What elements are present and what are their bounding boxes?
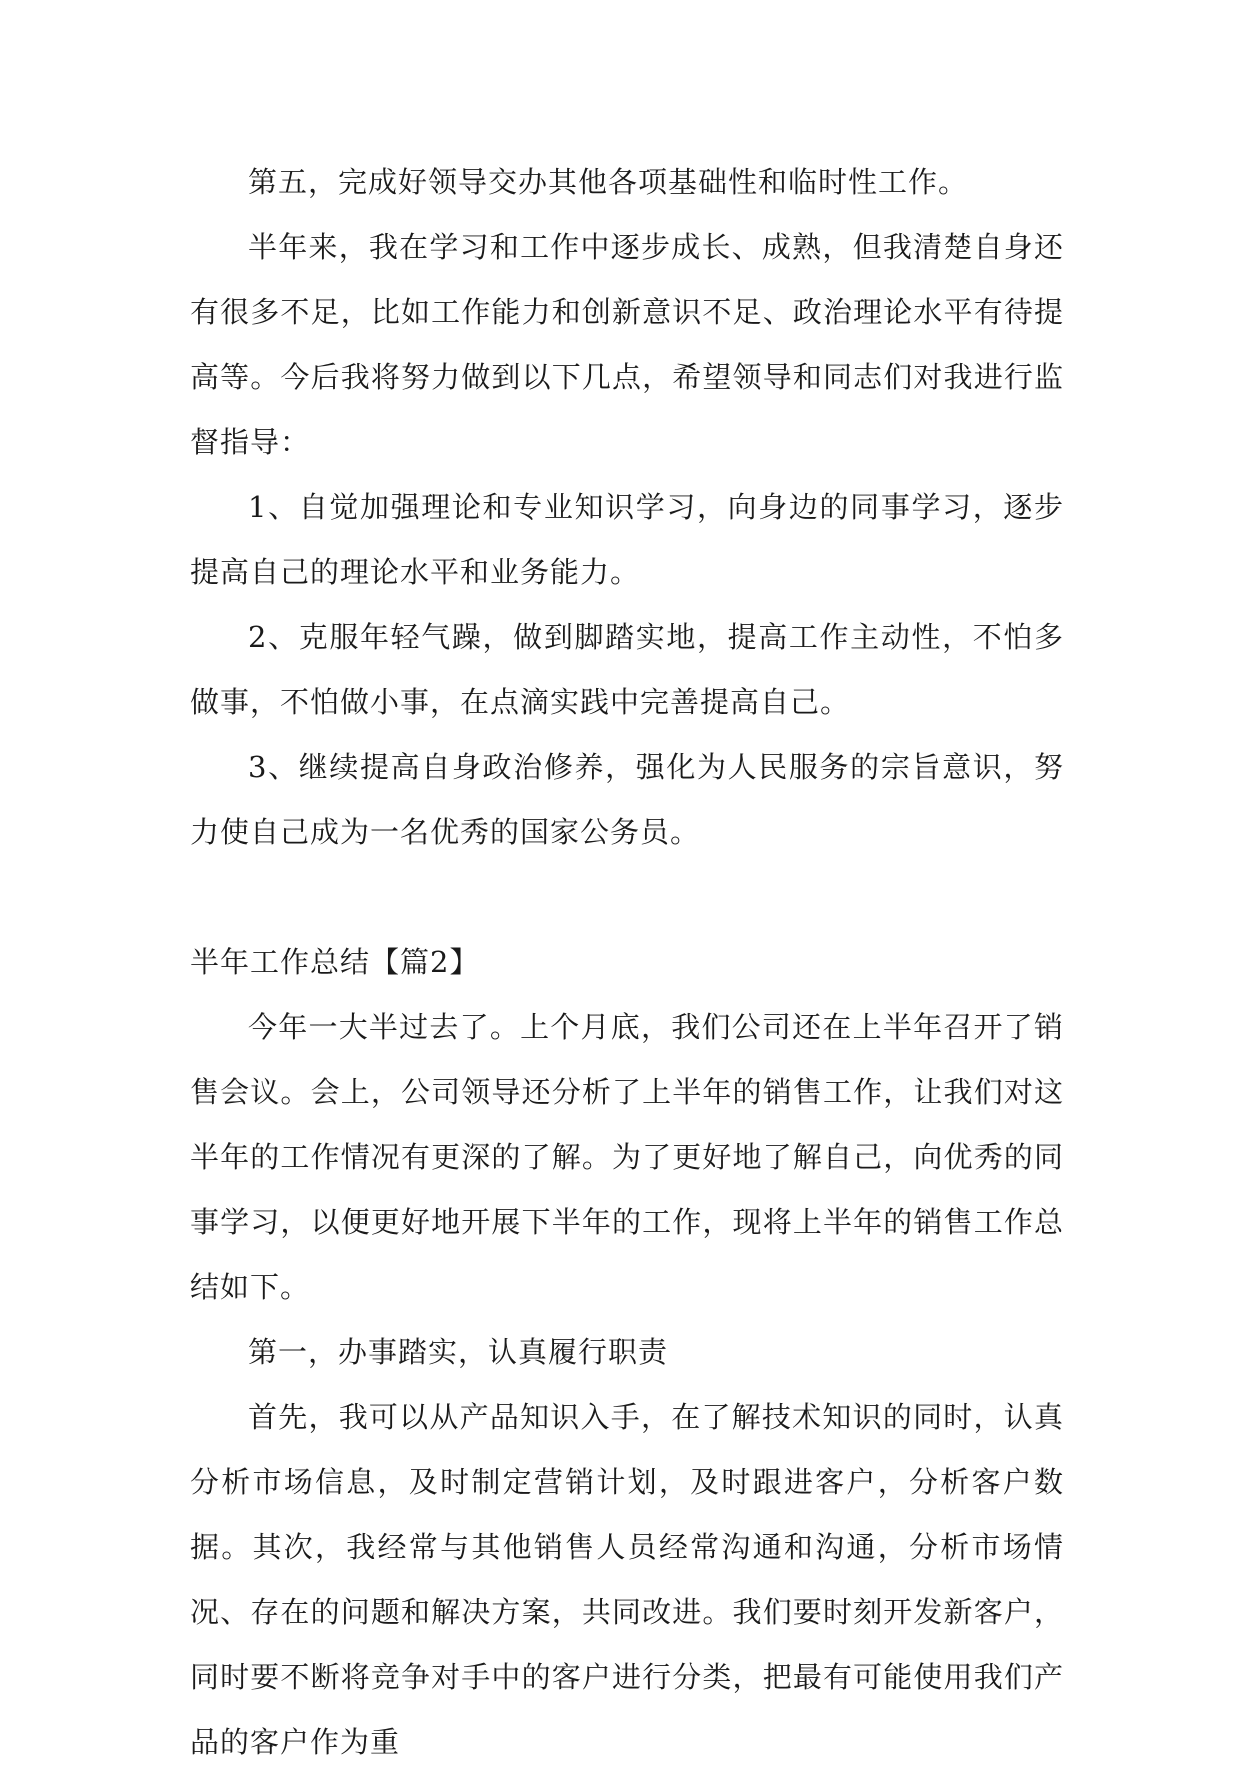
- paragraph-subheading-1: 第一，办事踏实，认真履行职责: [248, 1335, 669, 1369]
- document-body: [190, 150, 1064, 1775]
- paragraph-details: 首先，我可以从产品知识入手，在了解技术知识的同时，认真分析市场信息，及时制定营销计划，及时跟进客户，分析客户数据。其次，我经常与其他销售人员经常沟通和沟通，分析市场情况、存在的问题和解决方案，共同改进。我们要时刻开发新客户，同时要不断将竞争对手中的客户进行分类，把最有可能使用我们产品的客户作为重: [190, 1400, 1064, 1759]
- paragraph-intro: 今年一大半过去了。上个月底，我们公司还在上半年召开了销售会议。会上，公司领导还分析了上半年的销售工作，让我们对这半年的工作情况有更深的了解。为了更好地了解自己，向优秀的同事学习，以便更好地开展下半年的工作，现将上半年的销售工作总结如下。: [190, 1010, 1064, 1304]
- paragraph-summary: 半年来，我在学习和工作中逐步成长、成熟，但我清楚自身还有很多不足，比如工作能力和创新意识不足、政治理论水平有待提高等。今后我将努力做到以下几点，希望领导和同志们对我进行监督指导：: [190, 230, 1064, 459]
- paragraph-plan-2: 2、克服年轻气躁，做到脚踏实地，提高工作主动性，不怕多做事，不怕做小事，在点滴实践中完善提高自己。: [190, 620, 1064, 719]
- paragraph-item-5: 第五，完成好领导交办其他各项基础性和临时性工作。: [248, 165, 969, 199]
- paragraph-plan-3: 3、继续提高自身政治修养，强化为人民服务的宗旨意识，努力使自己成为一名优秀的国家公务员。: [190, 750, 1064, 849]
- paragraph-plan-1: 1、自觉加强理论和专业知识学习，向身边的同事学习，逐步提高自己的理论水平和业务能力。: [190, 490, 1064, 589]
- section-heading: 半年工作总结【篇2】: [190, 945, 480, 979]
